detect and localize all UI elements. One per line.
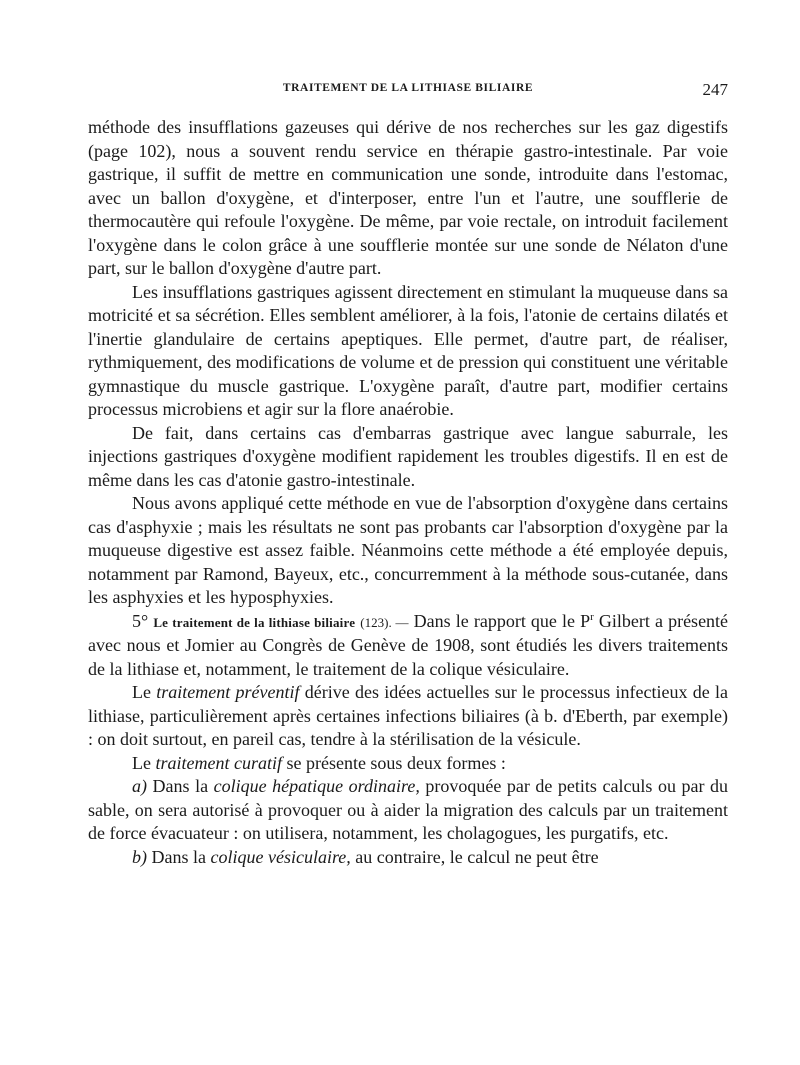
italic-term: traitement préventif <box>156 682 300 702</box>
paragraph-text: Le <box>132 752 151 773</box>
italic-term: colique vésiculaire, <box>210 846 351 867</box>
paragraph-curative-treatment <box>88 752 728 776</box>
paragraph-text: dérive des idées actuelles sur le processus infectieux de la lithiase, particulièrement après certaines infections biliaires (à b. d'Eberth, par exemple) : on doit surtout, en pareil cas, tendre à la stérilisation de la vésicule. <box>88 682 729 749</box>
paragraph-text: Dans la <box>152 776 209 796</box>
italic-term: traitement curatif <box>155 752 282 773</box>
list-label: a) <box>132 776 147 796</box>
paragraph-text: Dans la <box>151 846 206 867</box>
superscript: r <box>590 610 594 623</box>
text-body <box>88 116 728 869</box>
list-label: b) <box>132 846 147 867</box>
paragraph-insufflations-method: méthode des insufflations gazeuses qui dérive de nos recherches sur les gaz digestifs (page 102), nous a souvent rendu service en thérapie gastro-intestinale. Par voie gastrique, il suffit de mettre en communication une sonde, introduite dans l'estomac, avec un ballon d'oxygène, et d'interposer, entre l'un et l'autre, une soufflerie de thermocautère qui refoule l'oxygène. De même, par voie rectale, on introduit facilement l'oxygène dans le colon grâce à une soufflerie montée sur une sonde de Nélaton d'une part, sur le ballon d'oxygène d'autre part. <box>88 117 728 278</box>
reference-number: (123). — <box>360 614 409 630</box>
running-title: TRAITEMENT DE LA LITHIASE BILIAIRE <box>282 82 534 94</box>
paragraph-text: Dans le rapport que le P <box>413 610 591 631</box>
paragraph-text: provoquée par de petits calculs ou par du sable, on sera autorisé à provoquer ou à aider la migration des calculs par un traitement de force évacuateur : on utilisera, notamment, les cholagogues, les purgatifs, etc. <box>88 776 729 843</box>
paragraph-gastric-insufflations: Les insufflations gastriques agissent directement en stimulant la muqueuse dans sa motricité et sa sécrétion. Elles semblent améliorer, à la fois, l'atonie de certains dilatés et l'inertie glandulaire de certains apeptiques. Elle permet, d'autre part, de réaliser, rythmiquement, des modifications de volume et de pression qui constituent une véritable gymnastique du muscle gastrique. L'oxygène paraît, d'autre part, modifier certains processus microbiens et agir sur la flore anaérobie. <box>88 281 728 419</box>
paragraph-lithiasis-section <box>88 610 728 682</box>
page-number: 247 <box>702 80 728 99</box>
paragraph-gastric-oxygen-injections: De fait, dans certains cas d'embarras gastrique avec langue saburrale, les injections gastriques d'oxygène modifient rapidement les troubles digestifs. Il en est de même dans les cas d'atonie gastro-intestinale. <box>88 422 728 490</box>
paragraph-vesicular-colic <box>88 846 728 870</box>
paragraph-asphyxia: Nous avons appliqué cette méthode en vue de l'absorption d'oxygène dans certains cas d'asphyxie ; mais les résultats ne sont pas probants car l'absorption d'oxygène par la muqueuse digestive est assez faible. Néanmoins cette méthode a été employée depuis, notamment par Ramond, Bayeux, etc., concurremment à la méthode sous-cutanée, dans les asphyxies et les hyposphyxies. <box>88 493 728 607</box>
paragraph-text: au contraire, le calcul ne peut être <box>355 846 599 867</box>
paragraph-text: se présente sous deux formes : <box>286 752 506 773</box>
section-title: Le traitement de la lithiase biliaire <box>153 614 356 630</box>
paragraph-text: Gilbert a présenté avec nous et Jomier au Congrès de Genève de 1908, sont étudiés les divers traitements de la lithiase et, notamment, le traitement de la colique vésiculaire. <box>88 610 729 679</box>
section-number: 5° <box>132 610 149 631</box>
paragraph-hepatic-colic <box>88 775 728 846</box>
italic-term: colique hépatique ordinaire, <box>213 776 420 796</box>
running-head <box>88 80 728 104</box>
paragraph-text: Le <box>132 682 151 702</box>
paragraph-preventive-treatment <box>88 681 728 752</box>
